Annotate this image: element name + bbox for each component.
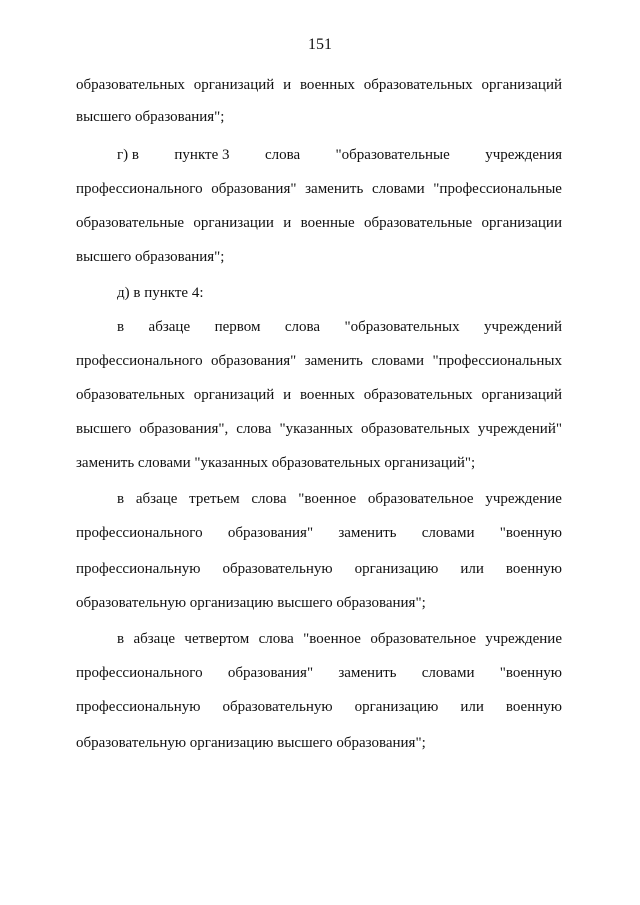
text-line	[117, 490, 562, 508]
text-line	[76, 386, 562, 404]
text-line	[76, 420, 562, 438]
word: военных	[299, 77, 355, 93]
word: "военное	[303, 631, 361, 647]
page-number: 151	[308, 36, 332, 53]
word: учреждения	[485, 147, 562, 163]
word: учреждений"	[477, 421, 562, 437]
word: профессионального	[76, 525, 203, 541]
word: профессионального	[76, 353, 203, 369]
word: слова	[236, 421, 272, 437]
word: образовательное	[367, 491, 474, 507]
word: заменить	[338, 665, 397, 681]
text-line	[76, 560, 562, 578]
word: военную	[505, 699, 562, 715]
text-line: образовательную организацию высшего образования";	[76, 735, 426, 751]
word: словами	[421, 525, 475, 541]
word: образовательную	[222, 699, 333, 715]
text-line	[117, 146, 562, 164]
word: третьем	[189, 491, 240, 507]
word: "военную	[499, 525, 562, 541]
text-line	[76, 180, 562, 198]
word: организаций	[481, 77, 562, 93]
text-line	[76, 76, 562, 94]
word: образования",	[139, 421, 229, 437]
word: профессиональную	[76, 699, 201, 715]
word: военные	[300, 215, 355, 231]
word: "военную	[499, 665, 562, 681]
word: словами	[371, 181, 425, 197]
word: и	[283, 387, 292, 403]
word: образования"	[227, 525, 314, 541]
text-line	[76, 352, 562, 370]
word: заменить	[304, 353, 363, 369]
text-line: д) в пункте 4:	[117, 285, 204, 301]
word: словами	[421, 665, 475, 681]
word: абзаце	[135, 491, 178, 507]
word: пункте 3	[174, 147, 230, 163]
word: или	[460, 699, 484, 715]
word: образовательное	[370, 631, 477, 647]
word: в	[117, 319, 125, 335]
word: организации	[193, 215, 274, 231]
word: высшего	[76, 421, 132, 437]
word: образовательных	[363, 77, 473, 93]
word: учреждений	[484, 319, 562, 335]
word: заменить	[338, 525, 397, 541]
word: образования"	[227, 665, 314, 681]
word: организацию	[354, 561, 439, 577]
word: образовательных	[363, 387, 473, 403]
word: "образовательные	[335, 147, 450, 163]
word: образования"	[211, 353, 297, 369]
word: слова	[258, 631, 294, 647]
word: "образовательных	[344, 319, 460, 335]
word: образовательные	[364, 215, 473, 231]
word: четвертом	[184, 631, 250, 647]
word: профессионального	[76, 181, 203, 197]
word: "профессиональные	[433, 181, 562, 197]
text-line	[117, 630, 562, 648]
word: и	[283, 215, 292, 231]
word: военную	[505, 561, 562, 577]
word: абзаце	[148, 319, 191, 335]
word: слова	[264, 147, 301, 163]
text-line: заменить словами "указанных образовательных организаций";	[76, 455, 476, 471]
word: и	[283, 77, 292, 93]
text-line	[76, 698, 562, 716]
word: организацию	[354, 699, 439, 715]
word: профессиональную	[76, 561, 201, 577]
word: образовательных	[76, 387, 185, 403]
word: первом	[214, 319, 261, 335]
word: или	[460, 561, 484, 577]
word: слова	[251, 491, 287, 507]
text-line	[117, 318, 562, 336]
word: в	[117, 631, 125, 647]
text-line: высшего образования";	[76, 249, 225, 265]
word: "указанных	[279, 421, 354, 437]
word: военных	[299, 387, 355, 403]
text-line	[76, 214, 562, 232]
word: профессионального	[76, 665, 203, 681]
word: организаций	[193, 77, 275, 93]
text-line	[76, 524, 562, 542]
word: учреждение	[485, 491, 562, 507]
word: словами	[371, 353, 425, 369]
word: организаций	[481, 387, 562, 403]
text-line: высшего образования";	[76, 109, 225, 125]
word: организации	[481, 215, 562, 231]
word: образовательную	[222, 561, 333, 577]
word: "профессиональных	[432, 353, 562, 369]
word: образования"	[211, 181, 297, 197]
word: г) в	[117, 147, 139, 163]
word: организаций	[193, 387, 275, 403]
word: абзаце	[133, 631, 176, 647]
word: образовательные	[76, 215, 185, 231]
word: образовательных	[361, 421, 470, 437]
word: "военное	[298, 491, 357, 507]
word: образовательных	[76, 77, 185, 93]
text-line	[76, 664, 562, 682]
word: заменить	[305, 181, 364, 197]
word: слова	[284, 319, 321, 335]
word: в	[117, 491, 125, 507]
word: учреждение	[485, 631, 562, 647]
text-line: образовательную организацию высшего образования";	[76, 595, 426, 611]
